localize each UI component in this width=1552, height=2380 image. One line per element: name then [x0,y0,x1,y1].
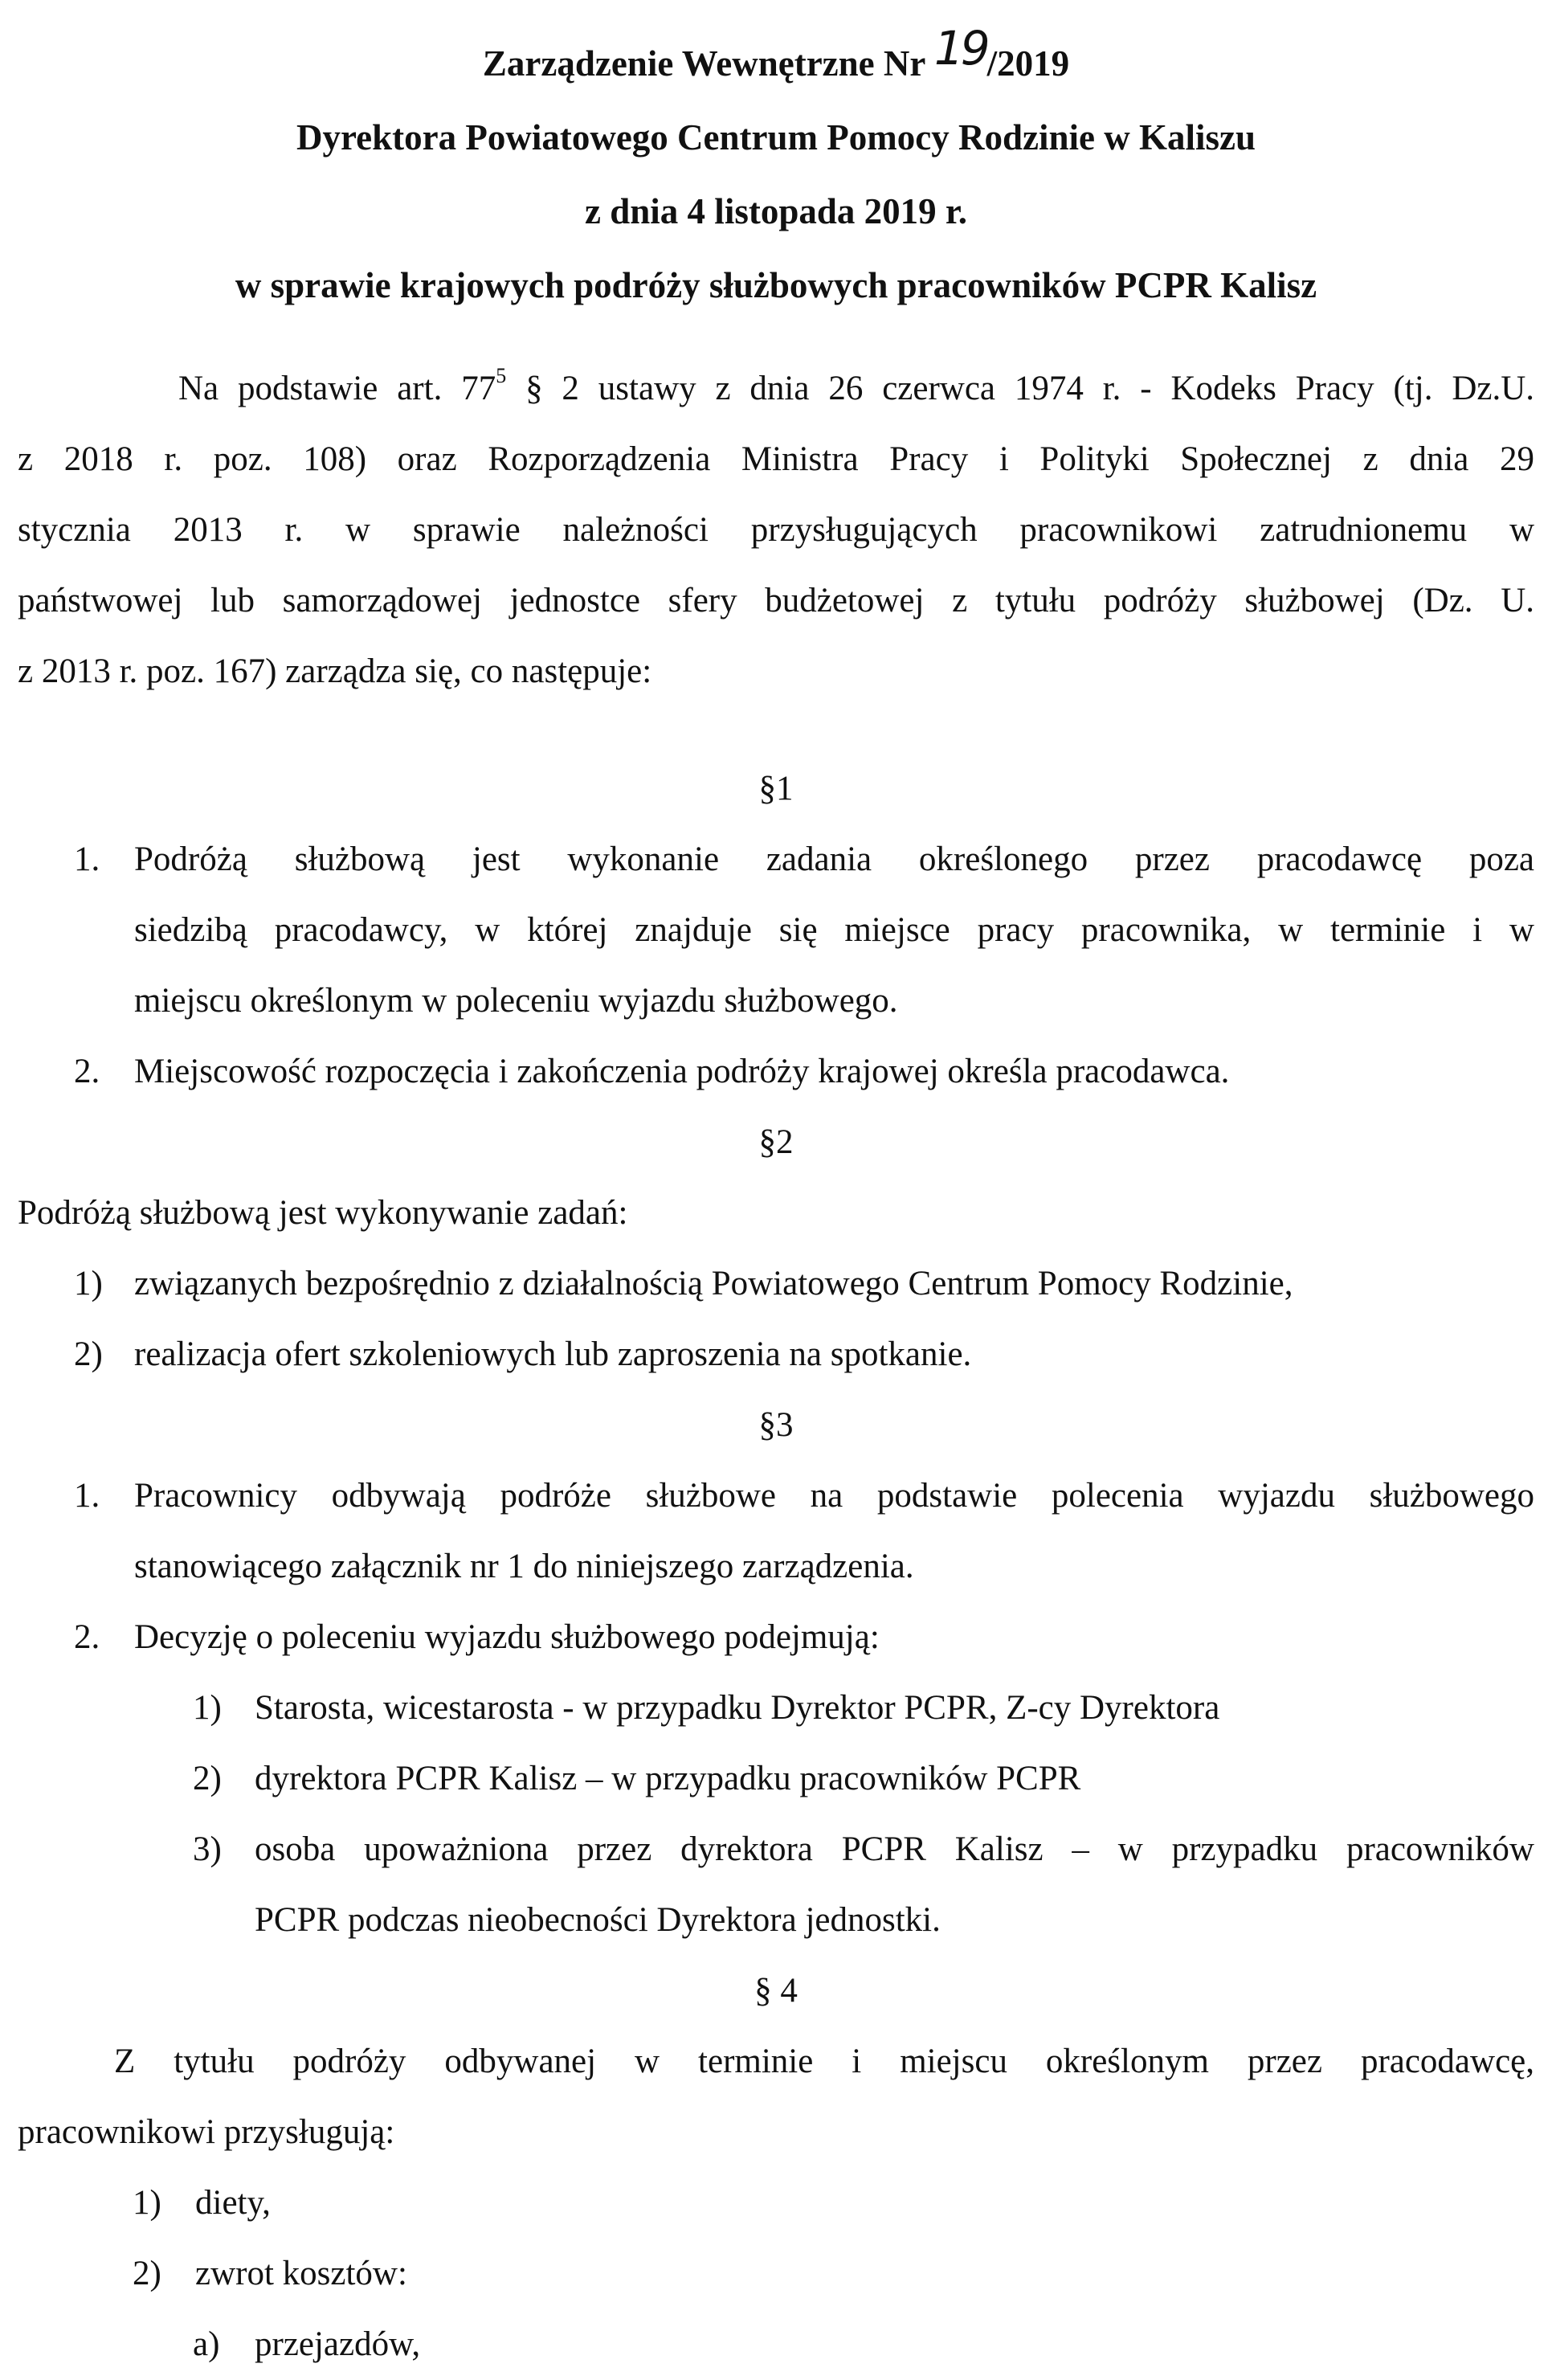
document-title [0,22,1552,100]
section-intro: Podróżą służbową jest wykonywanie zadań: [18,1194,628,1232]
item-text: stanowiącego załącznik nr 1 do niniejszego zarządzenia. [134,1548,914,1585]
sub-list-item [18,1814,1534,1956]
section-heading-4: § 4 [754,1972,798,2010]
item-number: a) [193,2325,220,2363]
preamble-line: stycznia 2013 r. w sprawie należności przysługujących pracownikowi zatrudnionemu w [18,511,1534,549]
title-prefix: Zarządzenie Wewnętrzne Nr [482,43,934,84]
item-text: zwrot kosztów: [195,2255,407,2292]
issuer-line: Dyrektora Powiatowego Centrum Pomocy Rodzinie w Kaliszu [296,117,1256,157]
document-header [0,22,1552,322]
item-number: 2) [133,2255,161,2292]
list-item [18,1037,1534,1107]
section-intro: Z tytułu podróży odbywanej w terminie i miejscu określonym przez pracodawcę, [114,2043,1534,2080]
item-text: Pracownicy odbywają podróże służbowe na podstawie polecenia wyjazdu służbowego [134,1477,1534,1515]
section-heading-3: §3 [758,1406,794,1444]
preamble [18,354,1534,707]
item-text: Starosta, wicestarosta - w przypadku Dyrektor PCPR, Z-cy Dyrektora [255,1689,1220,1727]
item-text: przejazdów, [255,2325,421,2363]
sub-list-item [18,1744,1534,1814]
item-text: Miejscowość rozpoczęcia i zakończenia podróży krajowej określa pracodawca. [134,1053,1230,1090]
section-heading-2: §2 [758,1123,794,1161]
list-item [18,1602,1534,1673]
item-number: 2. [74,1053,100,1090]
superscript: 5 [496,363,507,387]
title-suffix: /2019 [986,43,1070,84]
item-text: Podróżą służbową jest wykonanie zadania określonego przez pracodawcę poza [134,840,1534,878]
section-intro: pracownikowi przysługują: [18,2113,395,2151]
list-item [18,824,1534,1037]
list-item [18,2239,1534,2309]
list-item [18,2168,1534,2239]
item-text: realizacja ofert szkoleniowych lub zaproszenia na spotkanie. [134,1335,972,1373]
preamble-text: § 2 ustawy z dnia 26 czerwca 1974 r. - Kodeks Pracy (tj. Dz.U. [506,370,1535,407]
item-number: 1) [133,2184,161,2222]
item-number: 3) [193,1830,222,1868]
item-text: siedzibą pracodawcy, w której znajduje się miejsce pracy pracownika, w terminie i w [134,911,1534,949]
item-number: 2) [74,1335,103,1373]
preamble-text: Na podstawie art. 77 [178,370,496,407]
preamble-line: z 2018 r. poz. 108) oraz Rozporządzenia Ministra Pracy i Polityki Społecznej z dnia 29 [18,440,1534,478]
date-line: z dnia 4 listopada 2019 r. [585,191,967,231]
handwritten-number: 19 [933,21,987,76]
sub-list-item [18,1673,1534,1744]
item-text: PCPR podczas nieobecności Dyrektora jednostki. [255,1901,941,1939]
item-text: miejscu określonym w poleceniu wyjazdu służbowego. [134,982,898,1020]
sub-list-item [18,2309,1534,2380]
document-body [18,354,1534,2380]
item-text: związanych bezpośrędnio z działalnością Powiatowego Centrum Pomocy Rodzinie, [134,1265,1293,1302]
section-heading-1: §1 [758,770,794,808]
item-number: 1) [193,1689,222,1727]
item-text: Decyzję o poleceniu wyjazdu służbowego podejmują: [134,1618,880,1656]
subject-line: w sprawie krajowych podróży służbowych pracowników PCPR Kalisz [235,265,1317,305]
list-item [18,1249,1534,1319]
item-number: 2) [193,1760,222,1797]
item-text: diety, [195,2184,271,2222]
item-number: 1) [74,1265,103,1302]
item-text: osoba upoważniona przez dyrektora PCPR Kalisz – w przypadku pracowników [255,1830,1534,1868]
preamble-line: państwowej lub samorządowej jednostce sfery budżetowej z tytułu podróży służbowej (Dz. U. [18,582,1534,620]
list-item [18,1319,1534,1390]
item-number: 1. [74,840,100,878]
item-text: dyrektora PCPR Kalisz – w przypadku pracowników PCPR [255,1760,1081,1797]
item-number: 1. [74,1477,100,1515]
preamble-line: z 2013 r. poz. 167) zarządza się, co następuje: [18,652,652,690]
item-number: 2. [74,1618,100,1656]
preamble-line [18,354,1534,424]
list-item [18,1461,1534,1602]
